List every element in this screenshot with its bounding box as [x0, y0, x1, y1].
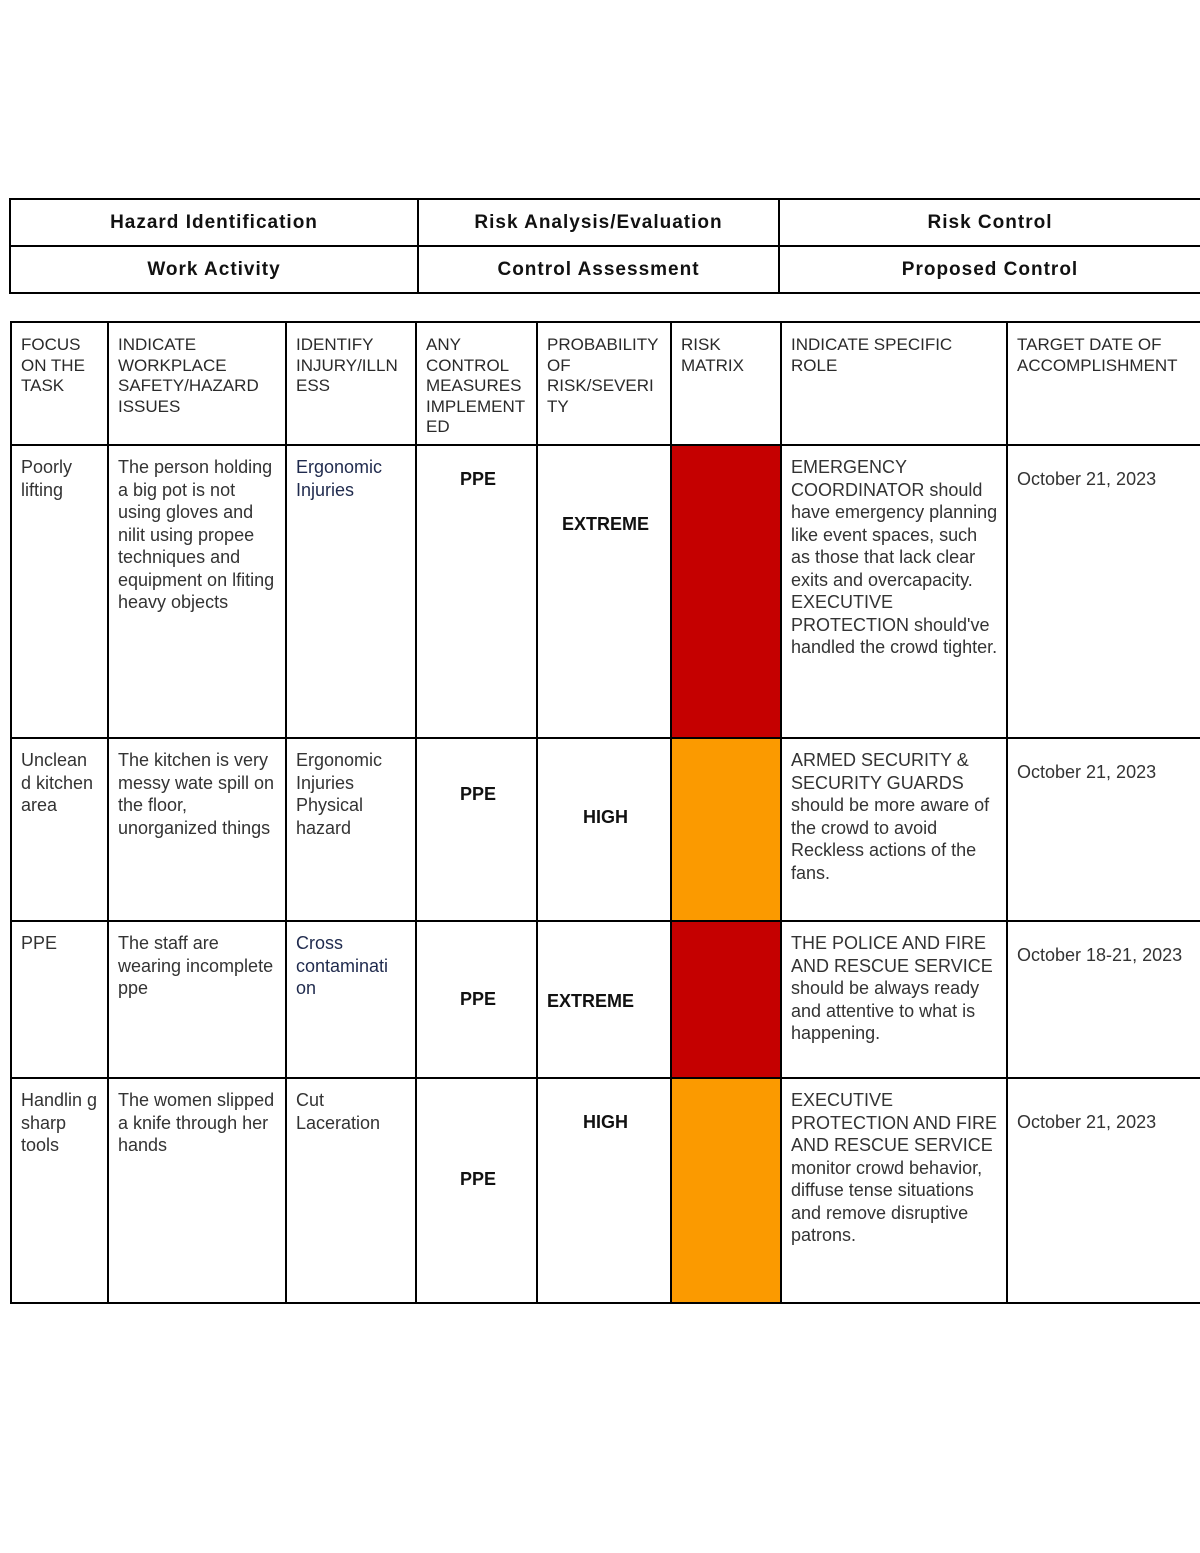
header-hazard-identification: Hazard Identification — [10, 199, 418, 246]
section-subheader-row — [10, 246, 1200, 293]
col-hazard-issues: INDICATE WORKPLACE SAFETY/HAZARD ISSUES — [108, 322, 286, 445]
date-cell — [1007, 921, 1200, 1078]
issue-cell: The kitchen is very messy wate spill on the floor, unorganized things — [108, 738, 286, 921]
table-row — [11, 1078, 1200, 1303]
risk-matrix-cell — [671, 445, 781, 738]
focus-cell: PPE — [11, 921, 108, 1078]
control-value: PPE — [459, 469, 497, 489]
date-cell — [1007, 738, 1200, 921]
risk-matrix-cell — [671, 738, 781, 921]
date-cell — [1007, 1078, 1200, 1303]
probability-cell — [537, 445, 671, 738]
probability-cell — [537, 921, 671, 1078]
focus-cell: Handlin g sharp tools — [11, 1078, 108, 1303]
injury-cell: Cut Laceration — [286, 1078, 416, 1303]
issue-cell: The women slipped a knife through her hands — [108, 1078, 286, 1303]
injury-cell: Ergonomic Injuries — [286, 445, 416, 738]
col-control-measures: ANY CONTROL MEASURES IMPLEMENTED — [416, 322, 537, 445]
column-header-row — [11, 322, 1200, 445]
role-cell: ARMED SECURITY & SECURITY GUARDS should be more aware of the crowd to avoid Reckless actions of the fans. — [781, 738, 1007, 921]
header-risk-control: Risk Control — [779, 199, 1200, 246]
col-injury-illness: IDENTIFY INJURY/ILLNESS — [286, 322, 416, 445]
probability-value: HIGH — [583, 807, 628, 827]
probability-cell — [537, 738, 671, 921]
role-cell: EXECUTIVE PROTECTION AND FIRE AND RESCUE SERVICE monitor crowd behavior, diffuse tense situations and remove disruptive patrons. — [781, 1078, 1007, 1303]
header-work-activity: Work Activity — [10, 246, 418, 293]
target-date: October 18-21, 2023 — [1017, 945, 1183, 965]
issue-cell: The person holding a big pot is not using gloves and nilit using propee techniques and equipment on lfiting heavy objects — [108, 445, 286, 738]
focus-cell: Unclean d kitchen area — [11, 738, 108, 921]
header-control-assessment: Control Assessment — [418, 246, 779, 293]
control-cell — [416, 445, 537, 738]
control-cell — [416, 1078, 537, 1303]
date-cell — [1007, 445, 1200, 738]
header-risk-analysis: Risk Analysis/Evaluation — [418, 199, 779, 246]
header-proposed-control: Proposed Control — [779, 246, 1200, 293]
role-cell: EMERGENCY COORDINATOR should have emergency planning like event spaces, such as those that lack clear exits and overcapacity. EXECUTIVE PROTECTION should've handled the crowd tighter. — [781, 445, 1007, 738]
target-date: October 21, 2023 — [1017, 1112, 1157, 1132]
focus-cell: Poorly lifting — [11, 445, 108, 738]
issue-cell: The staff are wearing incomplete ppe — [108, 921, 286, 1078]
control-cell — [416, 921, 537, 1078]
col-specific-role: INDICATE SPECIFIC ROLE — [781, 322, 1007, 445]
role-cell: THE POLICE AND FIRE AND RESCUE SERVICE should be always ready and attentive to what is happening. — [781, 921, 1007, 1078]
control-value: PPE — [459, 784, 497, 804]
table-row — [11, 738, 1200, 921]
injury-cell: Cross contaminati on — [286, 921, 416, 1078]
table-row — [11, 921, 1200, 1078]
control-value: PPE — [459, 1169, 497, 1189]
col-target-date: TARGET DATE OF ACCOMPLISHMENT — [1007, 322, 1200, 445]
risk-assessment-table — [10, 321, 1200, 1304]
probability-value: EXTREME — [547, 991, 635, 1011]
probability-value: HIGH — [583, 1112, 628, 1132]
col-risk-matrix: RISK MATRIX — [671, 322, 781, 445]
control-cell — [416, 738, 537, 921]
target-date: October 21, 2023 — [1017, 762, 1157, 782]
control-value: PPE — [459, 989, 497, 1009]
probability-value: EXTREME — [561, 514, 649, 534]
col-focus-on-task: FOCUS ON THE TASK — [11, 322, 108, 445]
injury-cell: Ergonomic Injuries Physical hazard — [286, 738, 416, 921]
risk-matrix-cell — [671, 921, 781, 1078]
risk-matrix-cell — [671, 1078, 781, 1303]
section-header-table — [9, 198, 1200, 294]
target-date: October 21, 2023 — [1017, 469, 1157, 489]
col-probability-severity: PROBABILITY OF RISK/SEVERITY — [537, 322, 671, 445]
table-row — [11, 445, 1200, 738]
probability-cell — [537, 1078, 671, 1303]
section-header-row — [10, 199, 1200, 246]
